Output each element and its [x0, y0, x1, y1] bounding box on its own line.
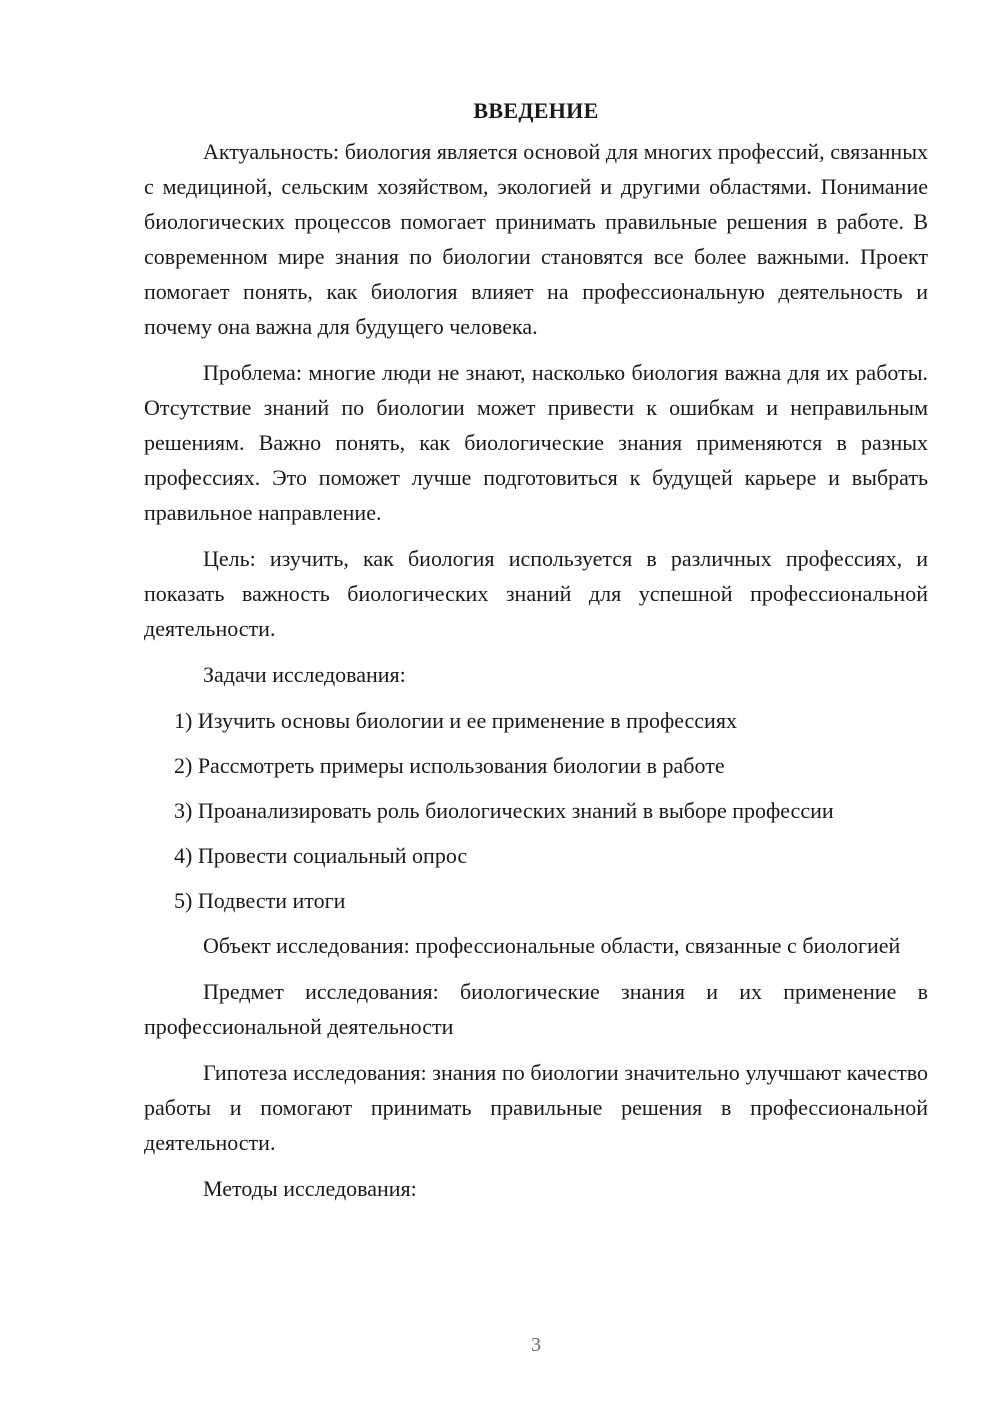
paragraph-problem: Проблема: многие люди не знают, насколько биология важна для их работы. Отсутствие знаний по биологии может привести к ошибкам и неправильным решениям. Важно понять, как биологические знания применяются в разных профессиях. Это поможет лучше подготовиться к будущей карьере и выбрать правильное направление. — [144, 360, 928, 525]
paragraph-object: Объект исследования: профессиональные области, связанные с биологией — [203, 933, 901, 958]
document-page — [144, 96, 928, 1217]
paragraph-tasks-title: Задачи исследования: — [203, 662, 406, 687]
page-number: 3 — [531, 1334, 541, 1356]
paragraph-methods-title: Методы исследования: — [203, 1176, 417, 1201]
list-item: 3) Проанализировать роль биологических знаний в выборе профессии — [174, 798, 834, 823]
section-heading: ВВЕДЕНИЕ — [473, 98, 599, 123]
paragraph-subject: Предмет исследования: биологические знания и их применение в профессиональной деятельности — [144, 979, 928, 1039]
paragraph-goal: Цель: изучить, как биология используется в различных профессиях, и показать важность биологических знаний для успешной профессиональной деятельности. — [144, 546, 928, 641]
list-item: 2) Рассмотреть примеры использования биологии в работе — [174, 753, 725, 778]
list-item: 1) Изучить основы биологии и ее применение в профессиях — [174, 708, 737, 733]
paragraph-hypothesis: Гипотеза исследования: знания по биологии значительно улучшают качество работы и помогают принимать правильные решения в профессиональной деятельности. — [144, 1060, 928, 1155]
paragraph-relevance: Актуальность: биология является основой для многих профессий, связанных с медициной, сельским хозяйством, экологией и другими областями. Понимание биологических процессов помогает принимать правильные решения в работе. В современном мире знания по биологии становятся все более важными. Проект помогает понять, как биология влияет на профессиональную деятельность и почему она важна для будущего человека. — [144, 139, 928, 339]
list-item: 4) Провести социальный опрос — [174, 843, 468, 868]
list-item: 5) Подвести итоги — [174, 888, 346, 913]
tasks-list — [144, 703, 928, 918]
